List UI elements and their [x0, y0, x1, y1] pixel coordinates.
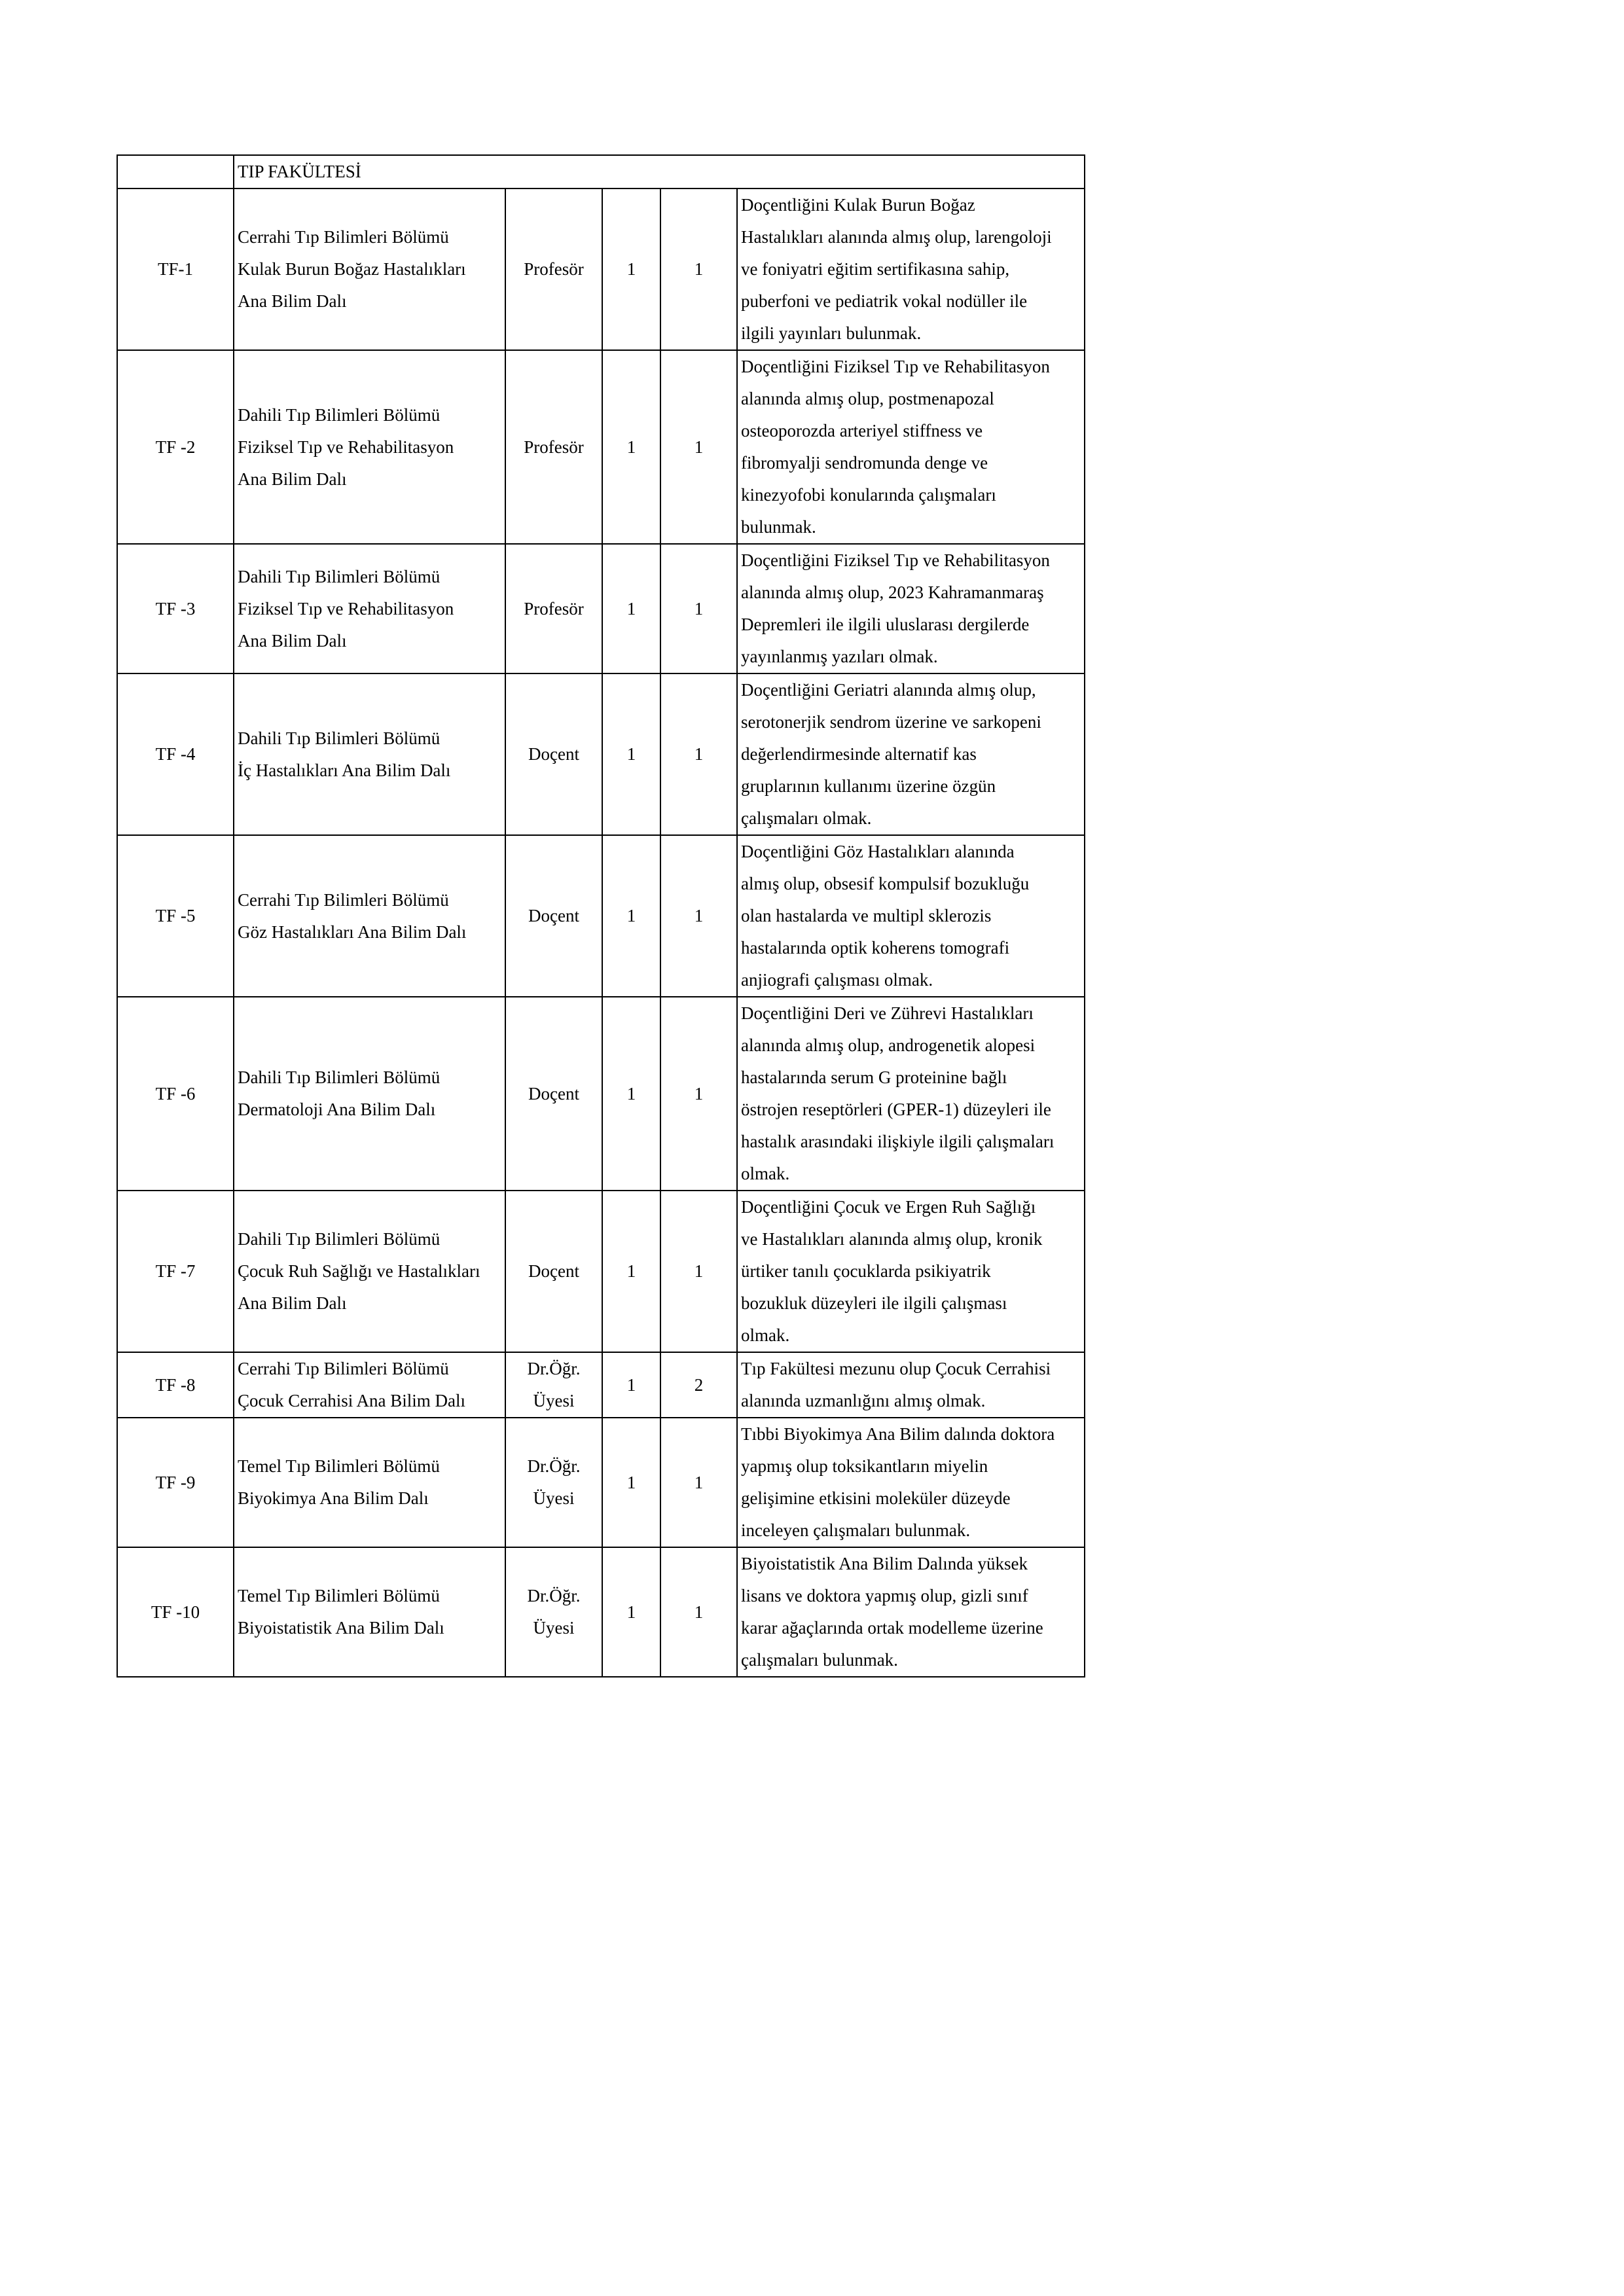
position-count: 1: [660, 544, 737, 673]
department-cell-line: Dermatoloji Ana Bilim Dalı: [238, 1100, 436, 1119]
position-count: 1: [660, 1191, 737, 1352]
requirements-cell-line: karar ağaçlarında ortak modelleme üzerine: [741, 1618, 1043, 1638]
department-cell: [234, 1547, 505, 1677]
academic-title-cell-line: Üyesi: [533, 1391, 575, 1410]
academic-title-cell-line: Doçent: [528, 906, 579, 925]
requirements-cell-line: bozukluk düzeyleri ile ilgili çalışması: [741, 1293, 1007, 1313]
requirements-cell: [737, 1191, 1085, 1352]
requirements-cell-line: lisans ve doktora yapmış olup, gizli sınıf: [741, 1586, 1028, 1605]
requirements-cell: [737, 350, 1085, 544]
department-cell-line: Kulak Burun Boğaz Hastalıkları: [238, 259, 466, 279]
department-cell: [234, 1191, 505, 1352]
position-count: 1: [660, 835, 737, 997]
requirements-cell-line: Doçentliğini Göz Hastalıkları alanında: [741, 842, 1015, 861]
department-cell-line: Dahili Tıp Bilimleri Bölümü: [238, 404, 441, 425]
department-cell-line: Cerrahi Tıp Bilimleri Bölümü: [238, 889, 449, 910]
position-count: 1: [660, 997, 737, 1191]
requirements-cell-line: Depremleri ile ilgili uluslarası dergilerde: [741, 615, 1030, 634]
requirements-cell-line: Tıbbi Biyokimya Ana Bilim dalında doktora: [741, 1424, 1055, 1444]
academic-title-cell-line: Dr.Öğr.: [527, 1359, 581, 1378]
academic-title-cell: [505, 1352, 602, 1418]
table-row: [117, 673, 1085, 835]
requirements-cell: [737, 1352, 1085, 1418]
requirements-cell-line: alanında almış olup, postmenapozal: [741, 389, 994, 408]
requirements-cell-line: almış olup, obsesif kompulsif bozukluğu: [741, 874, 1030, 893]
requirements-cell-line: inceleyen çalışmaları bulunmak.: [741, 1520, 971, 1540]
department-cell-line: Cerrahi Tıp Bilimleri Bölümü: [238, 1359, 449, 1378]
requirements-cell-line: yapmış olup toksikantların miyelin: [741, 1456, 988, 1476]
academic-title-cell: [505, 350, 602, 544]
requirements-cell-line: puberfoni ve pediatrik vokal nodüller ile: [741, 291, 1028, 311]
requirements-cell-line: alanında almış olup, 2023 Kahramanmaraş: [741, 583, 1044, 602]
academic-title-cell-line: Profesör: [524, 437, 584, 457]
department-cell: [234, 1352, 505, 1418]
requirements-cell-line: çalışmaları bulunmak.: [741, 1650, 898, 1670]
requirements-cell-line: Biyoistatistik Ana Bilim Dalında yüksek: [741, 1554, 1028, 1573]
requirements-cell-line: osteoporozda arteriyel stiffness ve: [741, 421, 983, 440]
requirements-cell-line: ürtiker tanılı çocuklarda psikiyatrik: [741, 1261, 991, 1281]
requirements-cell-line: kinezyofobi konularında çalışmaları: [741, 485, 996, 505]
department-cell-line: İç Hastalıkları Ana Bilim Dalı: [238, 760, 451, 780]
requirements-cell: [737, 188, 1085, 350]
department-cell: [234, 835, 505, 997]
requirements-cell-line: Tıp Fakültesi mezunu olup Çocuk Cerrahisi: [741, 1359, 1051, 1378]
department-cell-line: Çocuk Cerrahisi Ana Bilim Dalı: [238, 1391, 465, 1410]
degree-count: 1: [602, 1418, 660, 1547]
position-code: TF -6: [117, 997, 234, 1191]
academic-title-cell: [505, 997, 602, 1191]
department-cell: [234, 188, 505, 350]
department-cell-line: Dahili Tıp Bilimleri Bölümü: [238, 728, 441, 748]
position-count: 1: [660, 1547, 737, 1677]
position-code: TF -7: [117, 1191, 234, 1352]
requirements-cell: [737, 835, 1085, 997]
requirements-cell-line: Doçentliğini Kulak Burun Boğaz: [741, 195, 975, 215]
department-cell-line: Göz Hastalıkları Ana Bilim Dalı: [238, 922, 467, 942]
department-cell-line: Temel Tıp Bilimleri Bölümü: [238, 1456, 440, 1476]
requirements-cell: [737, 1418, 1085, 1547]
department-cell-line: Biyokimya Ana Bilim Dalı: [238, 1488, 429, 1508]
position-count: 1: [660, 1418, 737, 1547]
position-count: 1: [660, 188, 737, 350]
department-cell-line: Ana Bilim Dalı: [238, 469, 347, 489]
academic-title-cell: [505, 544, 602, 673]
department-cell-line: Ana Bilim Dalı: [238, 291, 347, 311]
degree-count: 1: [602, 188, 660, 350]
table-row: [117, 1352, 1085, 1418]
faculty-title: TIP FAKÜLTESİ: [234, 155, 1085, 188]
requirements-cell-line: çalışmaları olmak.: [741, 808, 872, 828]
academic-title-cell-line: Profesör: [524, 598, 584, 619]
requirements-cell-line: Doçentliğini Geriatri alanında almış olup,: [741, 680, 1036, 700]
requirements-cell-line: Hastalıkları alanında almış olup, larengoloji: [741, 227, 1052, 247]
requirements-cell: [737, 673, 1085, 835]
faculty-header-row: [117, 155, 1085, 188]
department-cell-line: Fiziksel Tıp ve Rehabilitasyon: [238, 437, 454, 457]
academic-title-cell-line: Üyesi: [533, 1618, 575, 1638]
table-row: [117, 1418, 1085, 1547]
academic-title-cell-line: Dr.Öğr.: [527, 1456, 581, 1476]
requirements-cell-line: gruplarının kullanımı üzerine özgün: [741, 776, 996, 796]
table-row: [117, 188, 1085, 350]
requirements-cell-line: ve Hastalıkları alanında almış olup, kronik: [741, 1229, 1043, 1249]
academic-title-cell-line: Dr.Öğr.: [527, 1586, 581, 1605]
degree-count: 1: [602, 835, 660, 997]
position-code: TF -4: [117, 673, 234, 835]
department-cell-line: Çocuk Ruh Sağlığı ve Hastalıkları: [238, 1261, 480, 1281]
academic-title-cell: [505, 1191, 602, 1352]
faculty-header-blank: [117, 155, 234, 188]
requirements-cell-line: bulunmak.: [741, 517, 816, 537]
requirements-cell-line: hastalarında serum G proteinine bağlı: [741, 1067, 1007, 1087]
position-code: TF -3: [117, 544, 234, 673]
requirements-cell-line: hastalarında optik koherens tomografi: [741, 938, 1010, 958]
academic-title-cell: [505, 673, 602, 835]
requirements-cell-line: Doçentliğini Fiziksel Tıp ve Rehabilitasyon: [741, 357, 1050, 376]
academic-title-cell: [505, 188, 602, 350]
requirements-cell-line: olmak.: [741, 1164, 790, 1183]
requirements-cell-line: hastalık arasındaki ilişkiyle ilgili çalışmaları: [741, 1132, 1055, 1151]
table-row: [117, 835, 1085, 997]
requirements-cell-line: ilgili yayınları bulunmak.: [741, 323, 922, 343]
requirements-cell-line: fibromyalji sendromunda denge ve: [741, 453, 988, 473]
table-row: [117, 350, 1085, 544]
department-cell-line: Fiziksel Tıp ve Rehabilitasyon: [238, 598, 454, 619]
department-cell-line: Biyoistatistik Ana Bilim Dalı: [238, 1618, 444, 1638]
requirements-cell-line: olmak.: [741, 1325, 790, 1345]
requirements-cell-line: gelişimine etkisini moleküler düzeyde: [741, 1488, 1011, 1508]
position-code: TF -10: [117, 1547, 234, 1677]
position-count: 2: [660, 1352, 737, 1418]
requirements-cell-line: anjiografi çalışması olmak.: [741, 970, 933, 990]
requirements-cell-line: Doçentliğini Deri ve Zührevi Hastalıkları: [741, 1003, 1034, 1023]
requirements-cell-line: alanında uzmanlığını almış olmak.: [741, 1391, 986, 1410]
requirements-cell-line: Doçentliğini Çocuk ve Ergen Ruh Sağlığı: [741, 1197, 1036, 1217]
position-code: TF -2: [117, 350, 234, 544]
department-cell-line: Temel Tıp Bilimleri Bölümü: [238, 1586, 440, 1605]
department-cell-line: Ana Bilim Dalı: [238, 1293, 347, 1313]
position-count: 1: [660, 673, 737, 835]
requirements-cell-line: değerlendirmesinde alternatif kas: [741, 744, 977, 764]
academic-title-cell-line: Üyesi: [533, 1488, 575, 1508]
position-code: TF -9: [117, 1418, 234, 1547]
academic-title-cell: [505, 1547, 602, 1677]
department-cell: [234, 997, 505, 1191]
requirements-cell-line: ve foniyatri eğitim sertifikasına sahip,: [741, 259, 1010, 279]
requirements-cell: [737, 544, 1085, 673]
requirements-cell-line: Doçentliğini Fiziksel Tıp ve Rehabilitasyon: [741, 550, 1050, 570]
degree-count: 1: [602, 673, 660, 835]
degree-count: 1: [602, 1352, 660, 1418]
requirements-cell: [737, 1547, 1085, 1677]
academic-title-cell: [505, 835, 602, 997]
table-row: [117, 1547, 1085, 1677]
requirements-cell-line: alanında almış olup, androgenetik alopesi: [741, 1035, 1036, 1055]
academic-title-cell-line: Doçent: [528, 1261, 579, 1281]
table-row: [117, 544, 1085, 673]
academic-title-cell-line: Doçent: [528, 744, 579, 764]
department-cell: [234, 350, 505, 544]
table-row: [117, 1191, 1085, 1352]
requirements-cell: [737, 997, 1085, 1191]
academic-title-cell-line: Doçent: [528, 1083, 579, 1103]
academic-title-cell-line: Profesör: [524, 259, 584, 279]
department-cell-line: Dahili Tıp Bilimleri Bölümü: [238, 1229, 441, 1249]
degree-count: 1: [602, 997, 660, 1191]
requirements-cell-line: olan hastalarda ve multipl sklerozis: [741, 906, 992, 925]
department-cell-line: Dahili Tıp Bilimleri Bölümü: [238, 1067, 441, 1087]
requirements-cell-line: yayınlanmış yazıları olmak.: [741, 647, 938, 666]
position-table: [117, 154, 1085, 1677]
degree-count: 1: [602, 544, 660, 673]
department-cell-line: Cerrahi Tıp Bilimleri Bölümü: [238, 227, 449, 247]
department-cell: [234, 544, 505, 673]
degree-count: 1: [602, 1191, 660, 1352]
department-cell-line: Dahili Tıp Bilimleri Bölümü: [238, 566, 441, 586]
degree-count: 1: [602, 350, 660, 544]
position-code: TF-1: [117, 188, 234, 350]
requirements-cell-line: östrojen reseptörleri (GPER-1) düzeyleri ile: [741, 1100, 1051, 1119]
position-code: TF -5: [117, 835, 234, 997]
department-cell: [234, 673, 505, 835]
requirements-cell-line: serotonerjik sendrom üzerine ve sarkopeni: [741, 712, 1041, 732]
position-code: TF -8: [117, 1352, 234, 1418]
academic-title-cell: [505, 1418, 602, 1547]
department-cell-line: Ana Bilim Dalı: [238, 630, 347, 651]
position-count: 1: [660, 350, 737, 544]
table-row: [117, 997, 1085, 1191]
department-cell: [234, 1418, 505, 1547]
degree-count: 1: [602, 1547, 660, 1677]
